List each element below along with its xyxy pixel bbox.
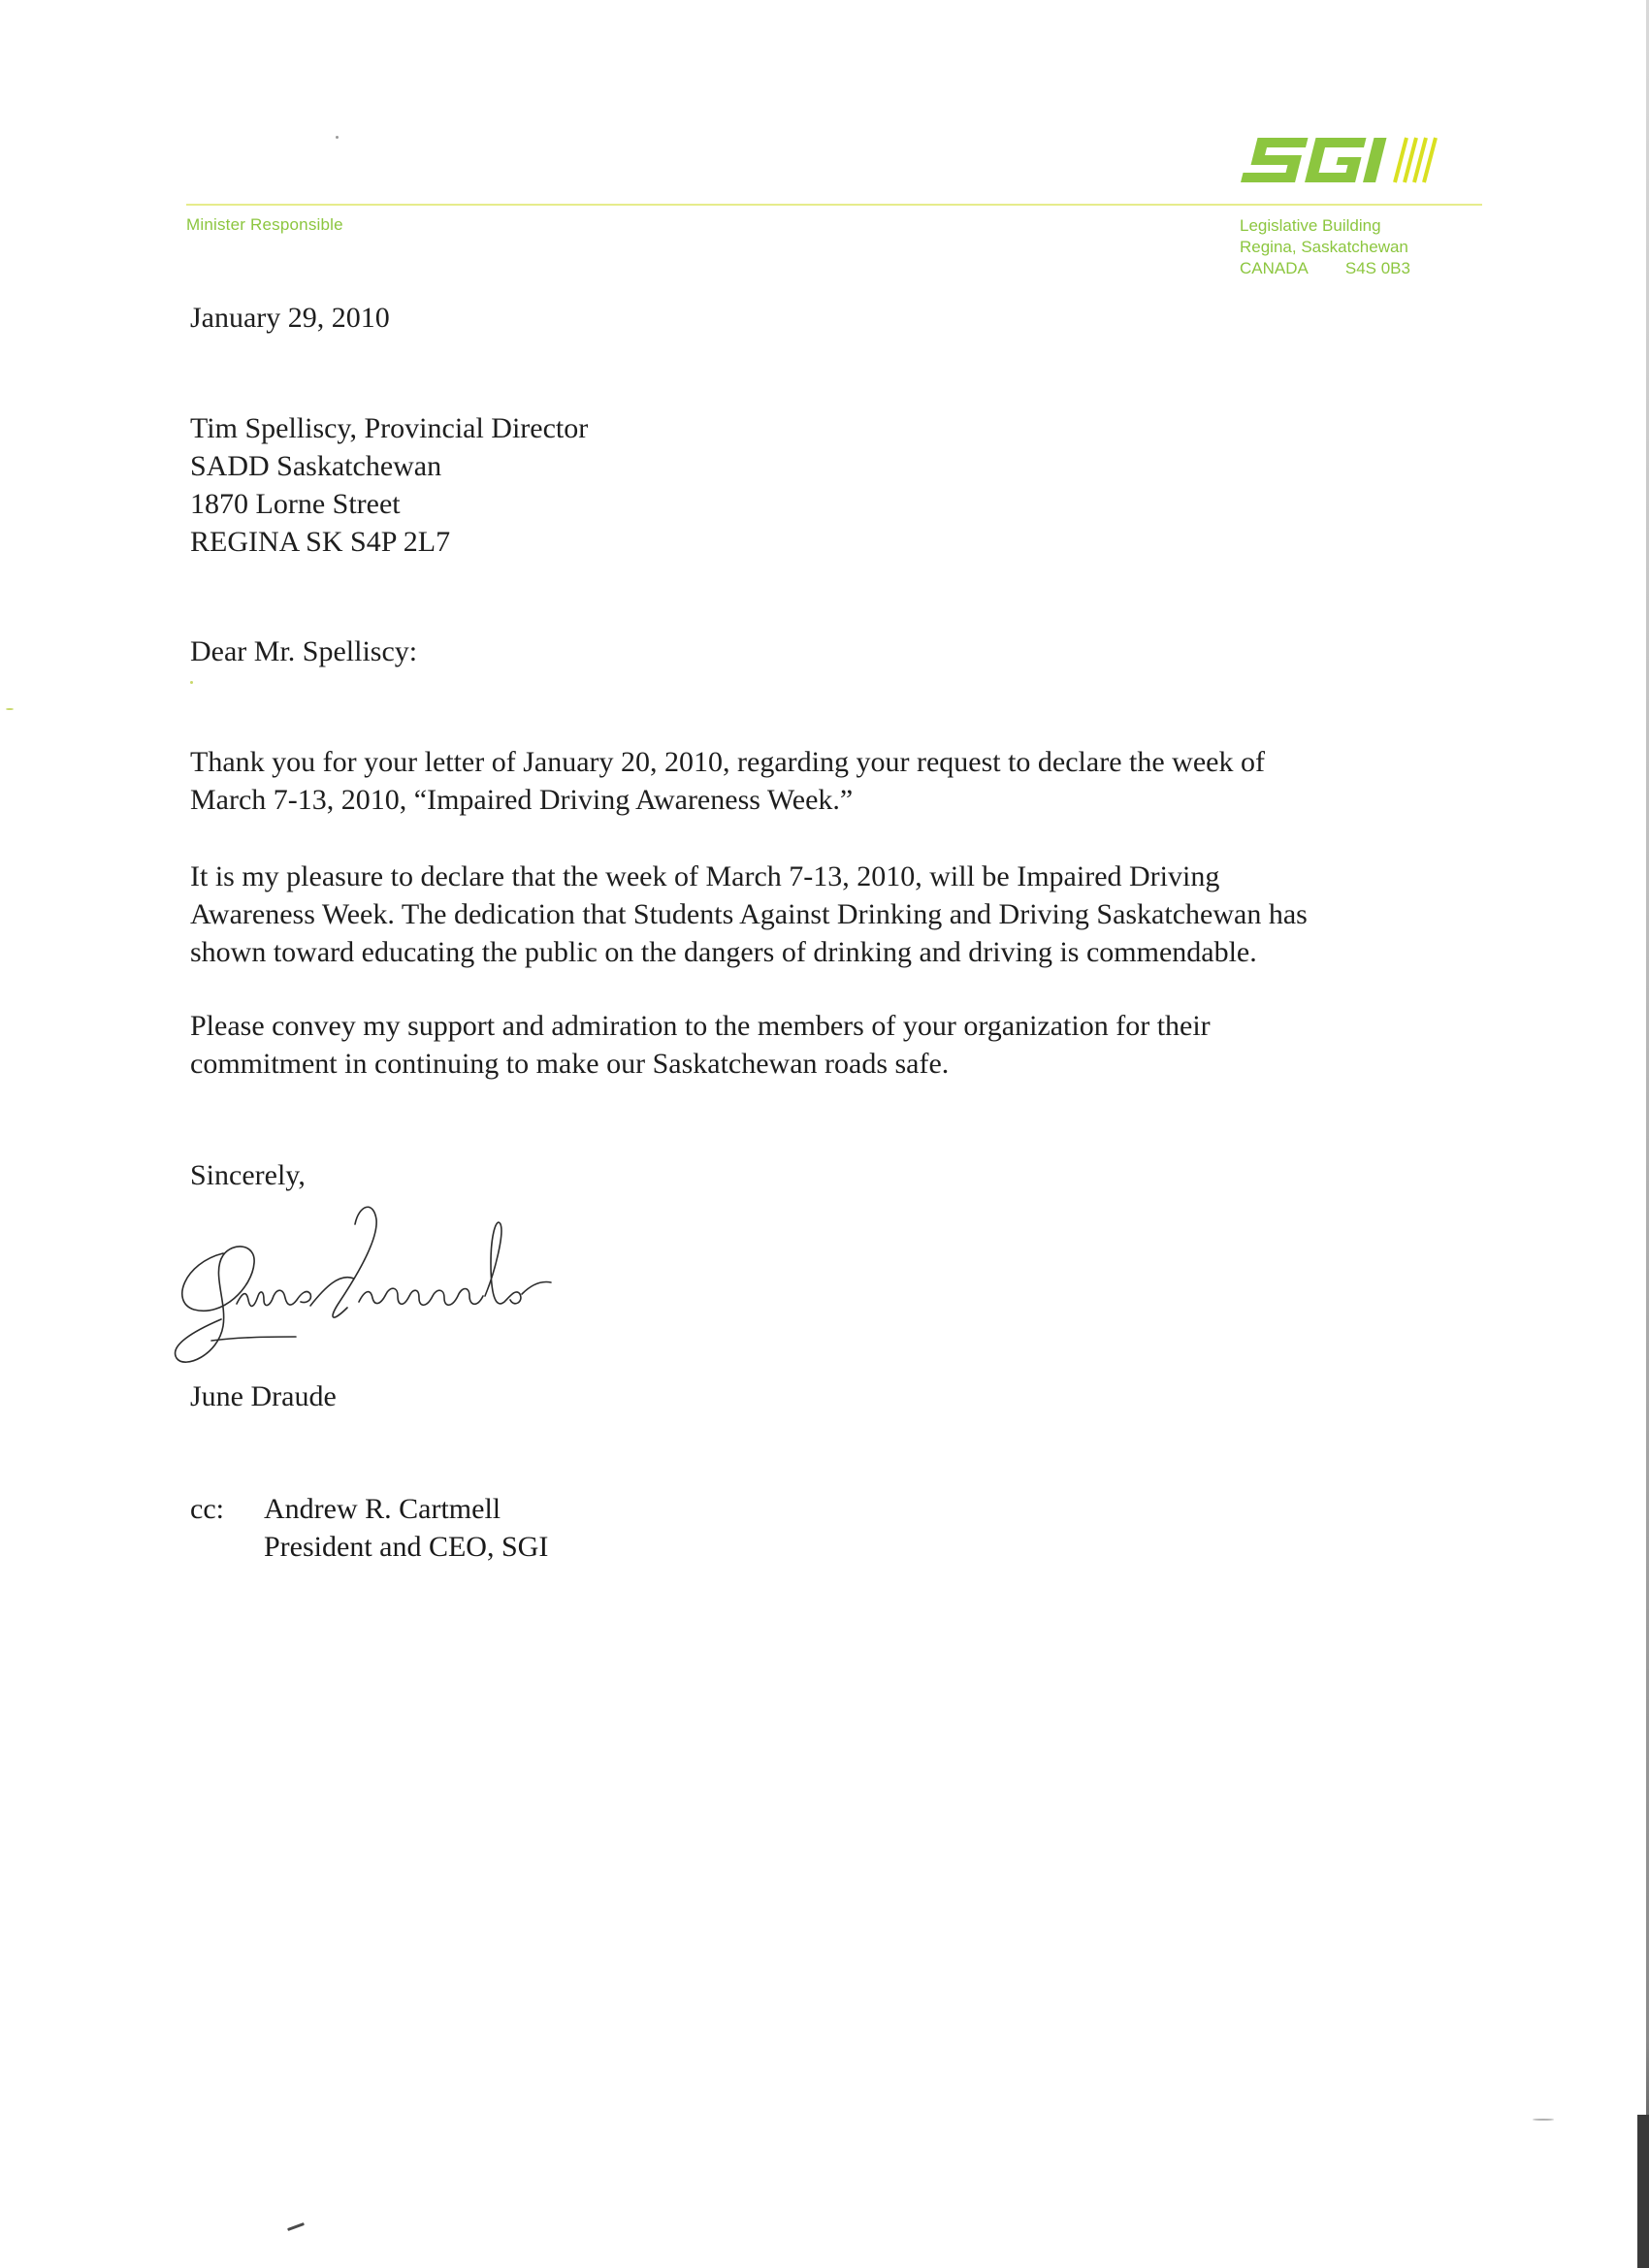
paragraph-line: Awareness Week. The dedication that Students Against Drinking and Driving Saskatchewan has (190, 898, 1308, 930)
body-paragraph (190, 743, 1490, 819)
scan-speck (287, 2222, 305, 2231)
paragraph-line: Thank you for your letter of January 20, 2010, regarding your request to declare the week of (190, 746, 1265, 778)
address-line-3 (1240, 258, 1410, 279)
scan-edge-shadow (1637, 2115, 1649, 2268)
address-line-2: Regina, Saskatchewan (1240, 238, 1408, 256)
closing: Sincerely, (190, 1159, 306, 1191)
cc-label: cc: (190, 1493, 224, 1525)
cc-line: Andrew R. Cartmell (264, 1493, 501, 1525)
recipient-line: REGINA SK S4P 2L7 (190, 526, 451, 558)
cc-line: President and CEO, SGI (264, 1531, 549, 1563)
paragraph-line: shown toward educating the public on the dangers of drinking and driving is commendable. (190, 936, 1257, 968)
country: CANADA (1240, 259, 1309, 277)
scan-speck (336, 136, 339, 139)
cc-recipients (264, 1490, 548, 1566)
paragraph-line: Please convey my support and admiration to the members of your organization for their (190, 1010, 1211, 1042)
recipient-line: SADD Saskatchewan (190, 450, 442, 482)
handwritten-signature (165, 1195, 621, 1370)
letter-date: January 29, 2010 (190, 302, 390, 334)
letterhead-rule (186, 204, 1482, 206)
signer-name: June Draude (190, 1380, 337, 1412)
recipient-line: Tim Spelliscy, Provincial Director (190, 412, 589, 444)
salutation: Dear Mr. Spelliscy: (190, 635, 418, 667)
postal-code: S4S 0B3 (1344, 259, 1410, 277)
minister-responsible-label: Minister Responsible (186, 215, 343, 234)
body-paragraph (190, 1007, 1490, 1083)
scan-speck (1533, 2119, 1554, 2121)
letterhead-address (1240, 215, 1410, 279)
body-paragraph (190, 858, 1490, 971)
scan-speck (6, 708, 14, 710)
scan-speck (190, 681, 193, 684)
paragraph-line: It is my pleasure to declare that the week of March 7-13, 2010, will be Impaired Driving (190, 860, 1220, 892)
sgi-logo (1240, 132, 1443, 188)
paragraph-line: March 7-13, 2010, “Impaired Driving Awareness Week.” (190, 784, 854, 816)
recipient-line: 1870 Lorne Street (190, 488, 401, 520)
paragraph-line: commitment in continuing to make our Saskatchewan roads safe. (190, 1048, 950, 1080)
address-line-1: Legislative Building (1240, 216, 1381, 235)
recipient-address (190, 409, 588, 561)
